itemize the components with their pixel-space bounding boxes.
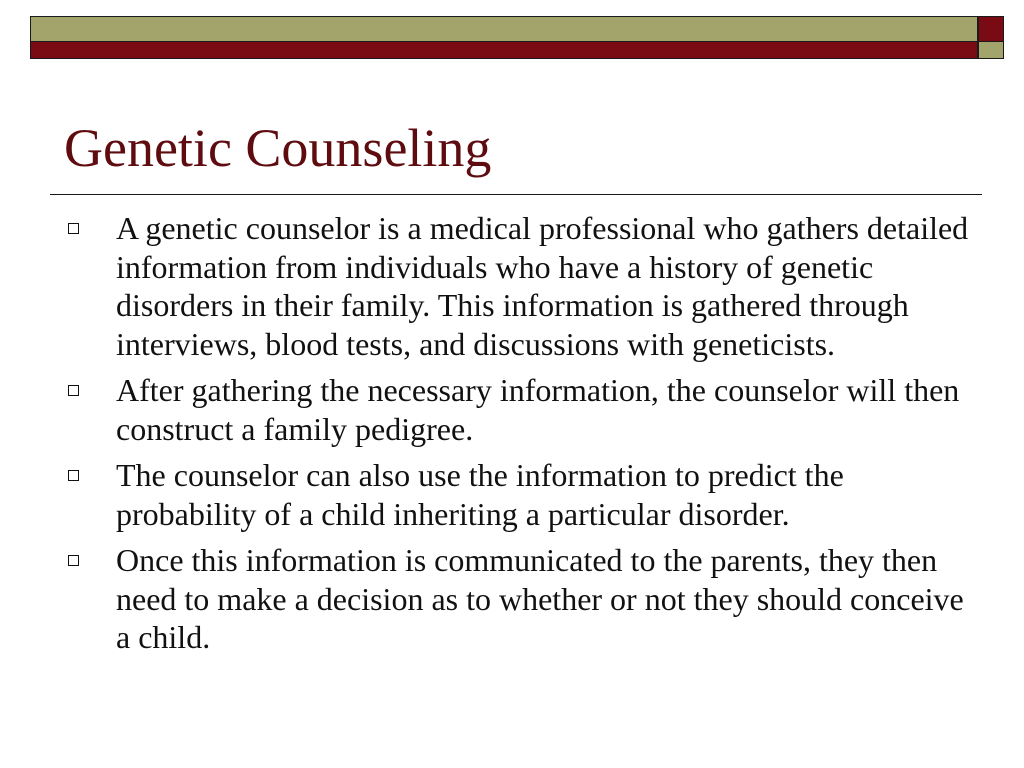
header-banner-olive-bar <box>30 16 978 42</box>
hollow-square-bullet-icon <box>68 223 79 234</box>
bullet-item <box>64 541 974 657</box>
bullet-list <box>64 209 974 665</box>
bullet-text: Once this information is communicated to the parents, they then need to make a decision as to whether or not they should conceive a child. <box>116 542 964 655</box>
header-corner-maroon-block <box>978 16 1004 42</box>
hollow-square-bullet-icon <box>68 385 79 396</box>
bullet-item <box>64 209 974 363</box>
header-corner-olive-block <box>978 42 1004 59</box>
bullet-text: A genetic counselor is a medical professional who gathers detailed information from individuals who have a history of genetic disorders in their family. This information is gathered through interviews, blood tests, and discussions with geneticists. <box>116 210 969 362</box>
bullet-text: After gathering the necessary information, the counselor will then construct a family pedigree. <box>116 372 960 447</box>
header-banner-maroon-bar <box>30 42 978 59</box>
bullet-item <box>64 456 974 533</box>
title-divider <box>50 194 982 195</box>
bullet-item <box>64 371 974 448</box>
bullet-text: The counselor can also use the information to predict the probability of a child inheriting a particular disorder. <box>116 457 844 532</box>
hollow-square-bullet-icon <box>68 555 79 566</box>
hollow-square-bullet-icon <box>68 470 79 481</box>
slide-title: Genetic Counseling <box>64 118 492 178</box>
